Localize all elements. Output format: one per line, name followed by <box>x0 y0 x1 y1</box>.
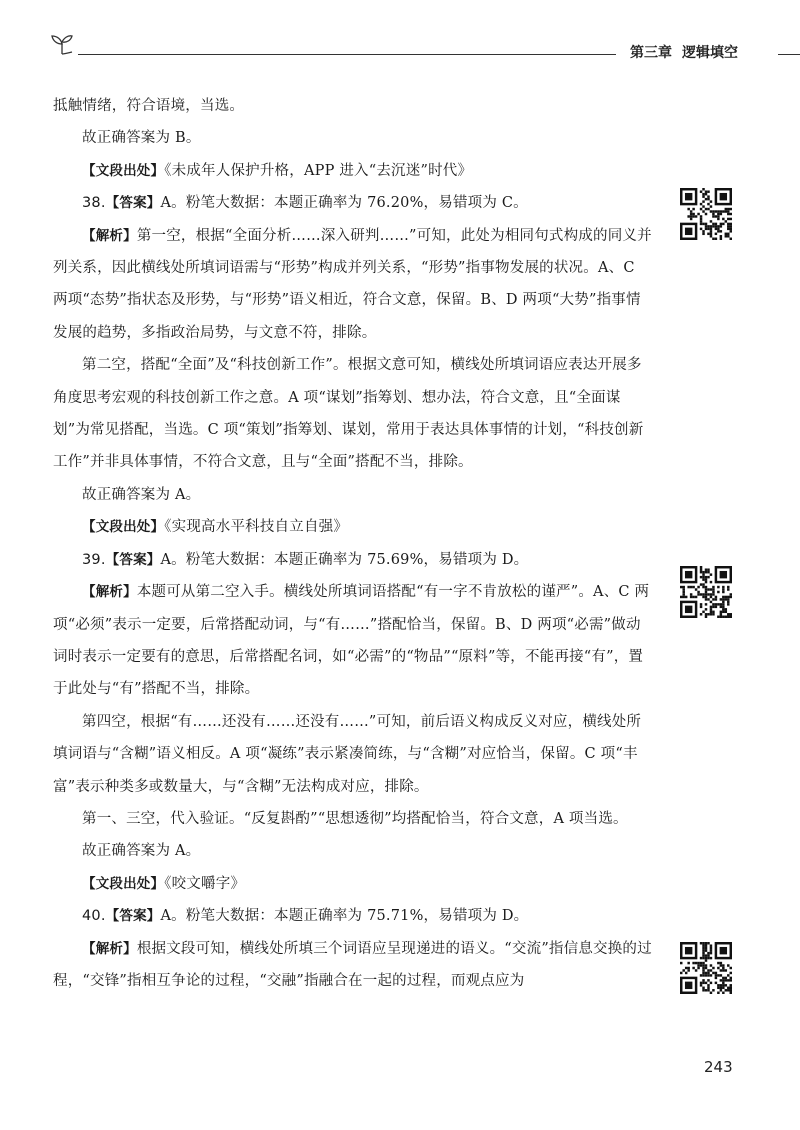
question-number: 38. <box>82 195 106 212</box>
question-number: 39. <box>82 551 106 568</box>
analysis-tag: 【解析】 <box>82 940 137 957</box>
header-rule-right <box>778 54 800 55</box>
answer-line: 39.【答案】A。粉笔大数据：本题正确率为 75.69%，易错项为 D。 <box>82 551 529 568</box>
paragraph: 故正确答案为 A。 <box>82 843 201 860</box>
answer-line: 38.【答案】A。粉笔大数据：本题正确率为 76.20%，易错项为 C。 <box>82 195 528 212</box>
source-note: 【文段出处】《未成年人保护升格，APP 进入“去沉迷”时代》 <box>82 162 473 179</box>
answer-tag: 【答案】 <box>105 908 161 925</box>
page-number: 243 <box>704 1058 733 1076</box>
analysis-paragraph: 【解析】第一空，根据“全面分析……深入研判……”可知，此处为相同句式构成的同义并列关系，因此横线处所填词语需与“形势”构成并列关系，“形势”指事物发展的状况。A、C 两项“态势”指状态及形势，与“形势”语义相近，符合文意，保留。B、D 两项“大势”指事情发展的趋势，多指政治局势，与文意不符，排除。 <box>53 227 652 341</box>
analysis-tag: 【解析】 <box>82 584 137 601</box>
paragraph: 故正确答案为 B。 <box>82 130 201 147</box>
answer-tag: 【答案】 <box>105 195 161 212</box>
answer-tag: 【答案】 <box>105 551 161 568</box>
analysis-paragraph: 【解析】本题可从第二空入手。横线处所填词语搭配“有一字不肯放松的谨严”。A、C 两项“必须”表示一定要，后常搭配动词，与“有……”搭配恰当，保留。B、D 两项“必需”做动词时表示一定要有的意思，后常搭配名词，如“必需”的“物品”“原料”等，不能再接“有”，置于此处与“有”搭配不当，排除。 <box>53 584 650 698</box>
paragraph: 抵触情绪，符合语境，当选。 <box>53 98 245 114</box>
analysis-paragraph: 【解析】根据文段可知，横线处所填三个词语应呈现递进的语义。“交流”指信息交换的过程，“交锋”指相互争论的过程，“交融”指融合在一起的过程，而观点应为 <box>53 940 652 989</box>
source-tag: 【文段出处】 <box>82 519 165 536</box>
paragraph: 第二空，搭配“全面”及“科技创新工作”。根据文意可知，横线处所填词语应表达开展多角度思考宏观的科技创新工作之意。A 项“谋划”指筹划、想办法，符合文意，且“全面谋划”为常见搭配，当选。C 项“策划”指筹划、谋划，常用于表达具体事情的计划，“科技创新工作”并非具体事情，不符合文意，且与“全面”搭配不当，排除。 <box>53 357 644 471</box>
chapter-label <box>630 42 738 62</box>
running-header <box>50 30 800 70</box>
source-tag: 【文段出处】 <box>82 162 165 179</box>
source-tag: 【文段出处】 <box>82 875 165 892</box>
analysis-tag: 【解析】 <box>82 227 137 244</box>
paragraph: 第四空，根据“有……还没有……还没有……”可知，前后语义构成反义对应，横线处所填词语与“含糊”语义相反。A 项“凝练”表示紧凑简练，与“含糊”对应恰当，保留。C 项“丰富”表示种类多或数量大，与“含糊”无法构成对应，排除。 <box>53 713 642 795</box>
question-number: 40. <box>82 908 106 925</box>
chapter-number: 第三章 <box>630 45 672 61</box>
qr-code-icon[interactable] <box>680 942 732 994</box>
page-body <box>53 90 653 997</box>
source-note: 【文段出处】《实现高水平科技自立自强》 <box>82 519 349 536</box>
sprout-icon <box>50 32 74 56</box>
qr-code-icon[interactable] <box>680 566 732 618</box>
source-note: 【文段出处】《咬文嚼字》 <box>82 875 246 892</box>
chapter-title: 逻辑填空 <box>682 45 738 61</box>
answer-line: 40.【答案】A。粉笔大数据：本题正确率为 75.71%，易错项为 D。 <box>82 908 529 925</box>
paragraph: 第一、三空，代入验证。“反复斟酌”“思想透彻”均搭配恰当，符合文意，A 项当选。 <box>82 810 628 827</box>
qr-code-icon[interactable] <box>680 188 732 240</box>
paragraph: 故正确答案为 A。 <box>82 486 201 503</box>
header-rule-left <box>78 54 616 55</box>
